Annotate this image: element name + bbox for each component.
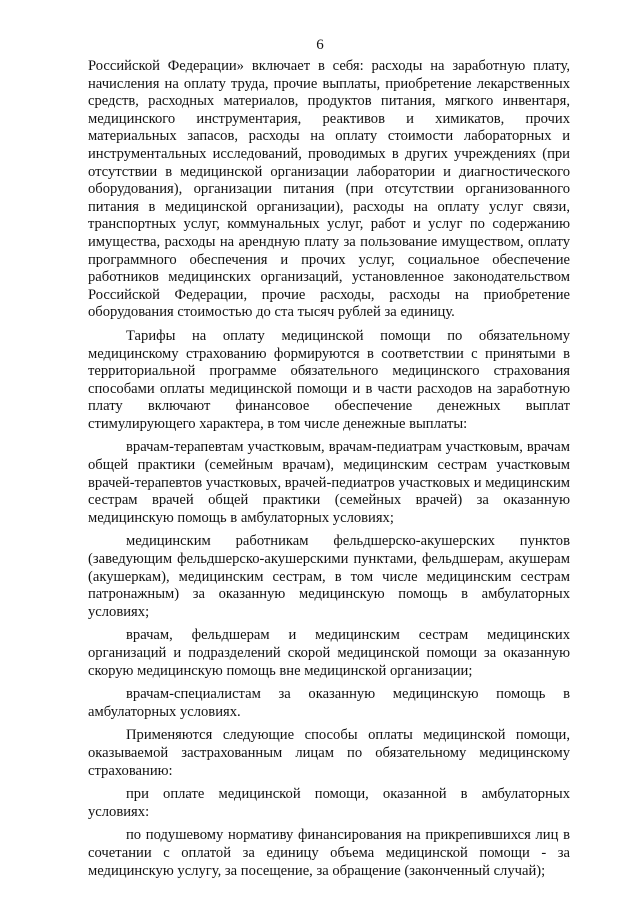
document-body: [88, 58, 570, 886]
paragraph-tariffs: Тарифы на оплату медицинской помощи по обязательному медицинскому страхованию формируются в соответствии с принятыми в территориальной программе обязательного медицинского страхования способами оплаты медицинской помощи и в части расходов на заработную плату включают финансовое обеспечение денежных выплат стимулирующего характера, в том числе денежные выплаты:: [88, 327, 570, 432]
paragraph-ambulance-staff: врачам, фельдшерам и медицинским сестрам медицинских организаций и подразделений скорой медицинской помощи за оказанную скорую медицинскую помощь вне медицинской организации;: [88, 627, 570, 679]
paragraph-specialists: врачам-специалистам за оказанную медицинскую помощь в амбулаторных условиях.: [88, 686, 570, 720]
paragraph-payment-methods: Применяются следующие способы оплаты медицинской помощи, оказываемой застрахованным лицам по обязательному медицинскому страхованию:: [88, 727, 570, 779]
page-number: 6: [316, 37, 324, 53]
paragraph-per-capita-standard: по подушевому нормативу финансирования на прикрепившихся лиц в сочетании с оплатой за единицу объема медицинской помощи - за медицинскую услугу, за посещение, за обращение (законченный случай);: [88, 827, 570, 879]
paragraph-district-doctors: врачам-терапевтам участковым, врачам-педиатрам участковым, врачам общей практики (семейным врачам), медицинским сестрам участковым врачей-терапевтов участковых, врачей-педиатров участковых и медицинским сестрам врачей общей практики (семейных врачей) за оказанную медицинскую помощь в амбулаторных условиях;: [88, 439, 570, 526]
paragraph-expenses-list: Российской Федерации» включает в себя: расходы на заработную плату, начисления на оплату труда, прочие выплаты, приобретение лекарственных средств, расходных материалов, продуктов питания, мягкого инвентаря, медицинского инструментария, реактивов и химикатов, прочих материальных запасов, расходы на оплату стоимости лабораторных и инструментальных исследований, проводимых в других учреждениях (при отсутствии в медицинской организации лаборатории и диагностического оборудования), организации питания (при отсутствии организованного питания в медицинской организации), расходы на оплату услуг связи, транспортных услуг, коммунальных услуг, работ и услуг по содержанию имущества, расходы на арендную плату за пользование имуществом, оплату программного обеспечения и прочих услуг, социальное обеспечение работников медицинских организаций, установленное законодательством Российской Федерации, прочие расходы, расходы на приобретение оборудования стоимостью до ста тысяч рублей за единицу.: [88, 58, 570, 321]
paragraph-feldsher-stations: медицинским работникам фельдшерско-акушерских пунктов (заведующим фельдшерско-акушерскими пунктами, фельдшерам, акушерам (акушеркам), медицинским сестрам, в том числе медицинским сестрам патронажным) за оказанную медицинскую помощь в амбулаторных условиях;: [88, 533, 570, 620]
paragraph-outpatient-payment: при оплате медицинской помощи, оказанной в амбулаторных условиях:: [88, 786, 570, 820]
